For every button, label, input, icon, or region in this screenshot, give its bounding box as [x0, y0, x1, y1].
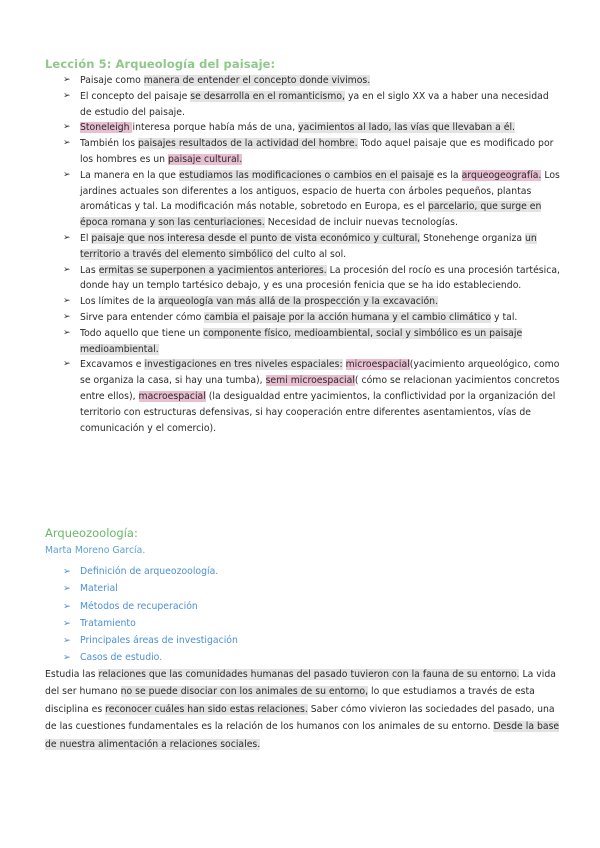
highlight-gray: arqueología van más allá de la prospección y la excavación.	[158, 296, 439, 308]
arrow-bullet-icon: ➢	[63, 232, 71, 243]
text-run: La vida del ser humano	[45, 669, 556, 698]
highlight-gray: reconocer cuáles han sido estas relaciones.	[105, 703, 308, 715]
highlight-pink: paisaje cultural.	[168, 153, 243, 165]
highlight-gray: manera de entender el concepto donde vivimos.	[143, 75, 371, 86]
arrow-bullet-icon: ➢	[63, 583, 71, 595]
topic-list	[63, 563, 238, 667]
text-run: Los jardines actuales son diferentes a los antiguos, espacio de huerta con árboles pequeños, plantas aromáticas y tal. La modificación más notable, sobretodo en Europa, es el	[80, 169, 560, 213]
bullet-item	[63, 136, 563, 168]
intro-paragraph	[45, 666, 565, 753]
text-run: Necesidad de incluir nuevas tecnologías.	[264, 217, 458, 229]
text-run: Paisaje como	[80, 75, 144, 86]
text-run: Sirve para entender cómo	[80, 311, 205, 323]
arrow-bullet-icon: ➢	[63, 652, 71, 664]
text-run: del culto al sol.	[272, 248, 347, 260]
text-run: ( cómo se relacionan yacimientos concretos entre ellos),	[80, 375, 560, 402]
highlight-gray: relaciones que las comunidades humanas del pasado tuvieron con la fauna de su entorno.	[98, 669, 520, 680]
arrow-bullet-icon: ➢	[63, 90, 71, 101]
highlight-gray: se desarrolla en el romanticismo,	[190, 90, 345, 102]
topic-item	[63, 580, 238, 597]
text-run: Excavamos e	[80, 359, 145, 371]
arrow-bullet-icon: ➢	[63, 617, 71, 629]
text-run: El	[80, 232, 92, 244]
bullet-item	[63, 263, 563, 295]
text-run: interesa porque había más de una,	[132, 122, 299, 134]
text-run: Saber cómo vivieron las sociedades del pasado, una de las cuestiones fundamentales es la relación de los humanos con los animales de su entorno.	[45, 703, 555, 733]
arrow-bullet-icon: ➢	[63, 635, 71, 647]
lesson-title: Lección 5: Arqueología del paisaje:	[45, 57, 276, 71]
arrow-bullet-icon: ➢	[63, 138, 71, 149]
text-run: Estudia las	[45, 669, 99, 680]
arrow-bullet-icon: ➢	[63, 600, 71, 612]
topic-item	[63, 632, 238, 649]
lesson-bullet-list	[63, 73, 563, 436]
text-run: Todo aquello que tiene un	[80, 327, 204, 339]
highlight-pink: arqueogeografía.	[461, 169, 542, 181]
text-run: es la	[433, 169, 462, 181]
arrow-bullet-icon: ➢	[63, 296, 71, 307]
highlight-pink: macroespacial	[138, 390, 206, 402]
highlight-gray: Desde la base de nuestra alimentación a relaciones sociales.	[45, 721, 560, 750]
topic-label: Casos de estudio.	[80, 652, 163, 664]
author-name: Marta Moreno García.	[45, 545, 146, 556]
highlight-gray: componente físico, medioambiental, social y simbólico es un paisaje medioambiental.	[80, 327, 523, 355]
section-title: Arqueozoología:	[45, 526, 138, 540]
text-run: Las	[80, 264, 99, 276]
bullet-item	[63, 89, 563, 121]
arrow-bullet-icon: ➢	[63, 327, 71, 338]
highlight-pink: Stoneleigh	[80, 122, 133, 134]
arrow-bullet-icon: ➢	[63, 311, 71, 322]
topic-item	[63, 563, 238, 580]
arrow-bullet-icon: ➢	[63, 169, 71, 180]
highlight-gray: cambia el paisaje por la acción humana y el cambio climático	[204, 311, 492, 323]
bullet-item	[63, 73, 563, 89]
arrow-bullet-icon: ➢	[63, 566, 71, 577]
text-run: La procesión del rocío es una procesión tartésica, donde hay un templo tartésico debajo, y es una procesión fenicia que se ha ido estableciendo.	[80, 264, 560, 292]
text-run: Todo aquel paisaje que es modificado por los hombres es un	[80, 138, 554, 165]
highlight-gray: no se puede disociar con los animales de su entorno,	[120, 686, 369, 698]
arrow-bullet-icon: ➢	[63, 359, 71, 370]
arrow-bullet-icon: ➢	[63, 75, 71, 85]
text-run: Los límites de la	[80, 296, 159, 308]
text-run: y tal.	[491, 311, 518, 323]
bullet-item	[63, 120, 563, 136]
highlight-gray: investigaciones en tres niveles espaciales:	[144, 359, 343, 371]
highlight-gray: paisajes resultados de la actividad del hombre.	[138, 138, 358, 150]
topic-item	[63, 615, 238, 632]
highlight-gray: yacimientos al lado, las vías que llevaban a él.	[298, 122, 515, 134]
bullet-item	[63, 310, 563, 326]
text-run: lo que estudiamos a través de esta disciplina es	[45, 686, 535, 715]
arrow-bullet-icon: ➢	[63, 122, 71, 133]
topic-label: Métodos de recuperación	[80, 600, 198, 612]
highlight-pink: semi microespacial	[265, 375, 355, 387]
text-run: (la desigualdad entre yacimientos, la conflictividad por la organización del territorio con estructuras defensivas, si hay cooperación entre diferentes asentamientos, vías de comunicación y el comercio).	[80, 390, 556, 434]
topic-label: Material	[80, 583, 118, 595]
text-run: Stonehenge organiza	[420, 232, 525, 244]
highlight-gray: un territorio a través del elemento simbólico	[80, 232, 537, 260]
topic-item	[63, 598, 238, 615]
bullet-item	[63, 231, 563, 263]
topic-label: Definición de arqueozoología.	[80, 566, 219, 577]
highlight-gray: estudiamos las modificaciones o cambios en el paisaje	[178, 169, 434, 181]
text-run: El concepto del paisaje	[80, 90, 191, 102]
text-run: ya en el siglo XX va a haber una necesidad de estudio del paisaje.	[80, 90, 549, 118]
highlight-gray: parcelario, que surge en época romana y son las centuriaciones.	[80, 201, 542, 229]
bullet-item	[63, 168, 563, 231]
text-run: También los	[80, 138, 139, 150]
bullet-item	[63, 357, 563, 436]
highlight-pink: microespacial	[345, 359, 410, 371]
text-run: (yacimiento arqueológico, como se organiza la casa, si hay una tumba),	[80, 359, 560, 387]
topic-label: Tratamiento	[80, 617, 136, 629]
arrow-bullet-icon: ➢	[63, 264, 71, 275]
bullet-item	[63, 294, 563, 310]
highlight-gray: ermitas se superponen a yacimientos anteriores.	[98, 264, 327, 276]
bullet-item	[63, 326, 563, 358]
highlight-gray: paisaje que nos interesa desde el punto de vista económico y cultural,	[91, 232, 421, 244]
topic-item	[63, 649, 238, 666]
topic-label: Principales áreas de investigación	[80, 635, 238, 647]
text-run: La manera en la que	[80, 169, 179, 181]
